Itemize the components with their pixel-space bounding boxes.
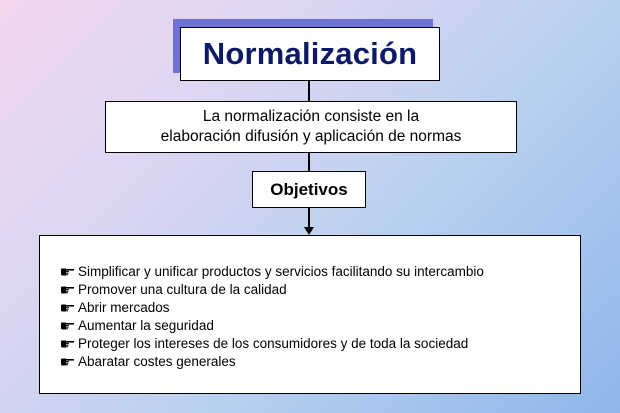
objectives-list bbox=[60, 263, 484, 371]
objective-text: Abrir mercados bbox=[78, 300, 170, 315]
objective-text: Proteger los intereses de los consumidores y de toda la sociedad bbox=[78, 336, 469, 351]
arrow-down-icon bbox=[304, 227, 314, 235]
connector-definition-objectives bbox=[308, 153, 310, 171]
objectives-list-box bbox=[39, 235, 581, 394]
pointing-hand-icon bbox=[60, 267, 75, 277]
list-item bbox=[60, 353, 484, 371]
pointing-hand-icon bbox=[60, 357, 75, 367]
objective-text: Promover una cultura de la calidad bbox=[78, 282, 287, 297]
pointing-hand-icon bbox=[60, 303, 75, 313]
list-item bbox=[60, 263, 484, 281]
list-item bbox=[60, 317, 484, 335]
connector-objectives-list bbox=[308, 208, 310, 228]
list-item bbox=[60, 299, 484, 317]
objectives-label: Objetivos bbox=[270, 179, 348, 199]
list-item bbox=[60, 335, 484, 353]
list-item bbox=[60, 281, 484, 299]
objective-text: Simplificar y unificar productos y servicios facilitando su intercambio bbox=[78, 264, 484, 279]
definition-line-2: elaboración difusión y aplicación de normas bbox=[160, 128, 462, 145]
pointing-hand-icon bbox=[60, 285, 75, 295]
pointing-hand-icon bbox=[60, 339, 75, 349]
diagram-title: Normalización bbox=[202, 36, 418, 71]
title-box bbox=[180, 27, 440, 81]
objective-text: Abaratar costes generales bbox=[78, 354, 236, 369]
objectives-box bbox=[252, 171, 366, 208]
definition-box bbox=[105, 101, 517, 153]
objective-text: Aumentar la seguridad bbox=[78, 318, 214, 333]
pointing-hand-icon bbox=[60, 321, 75, 331]
definition-line-1: La normalización consiste en la bbox=[202, 108, 420, 125]
connector-title-definition bbox=[308, 81, 310, 101]
